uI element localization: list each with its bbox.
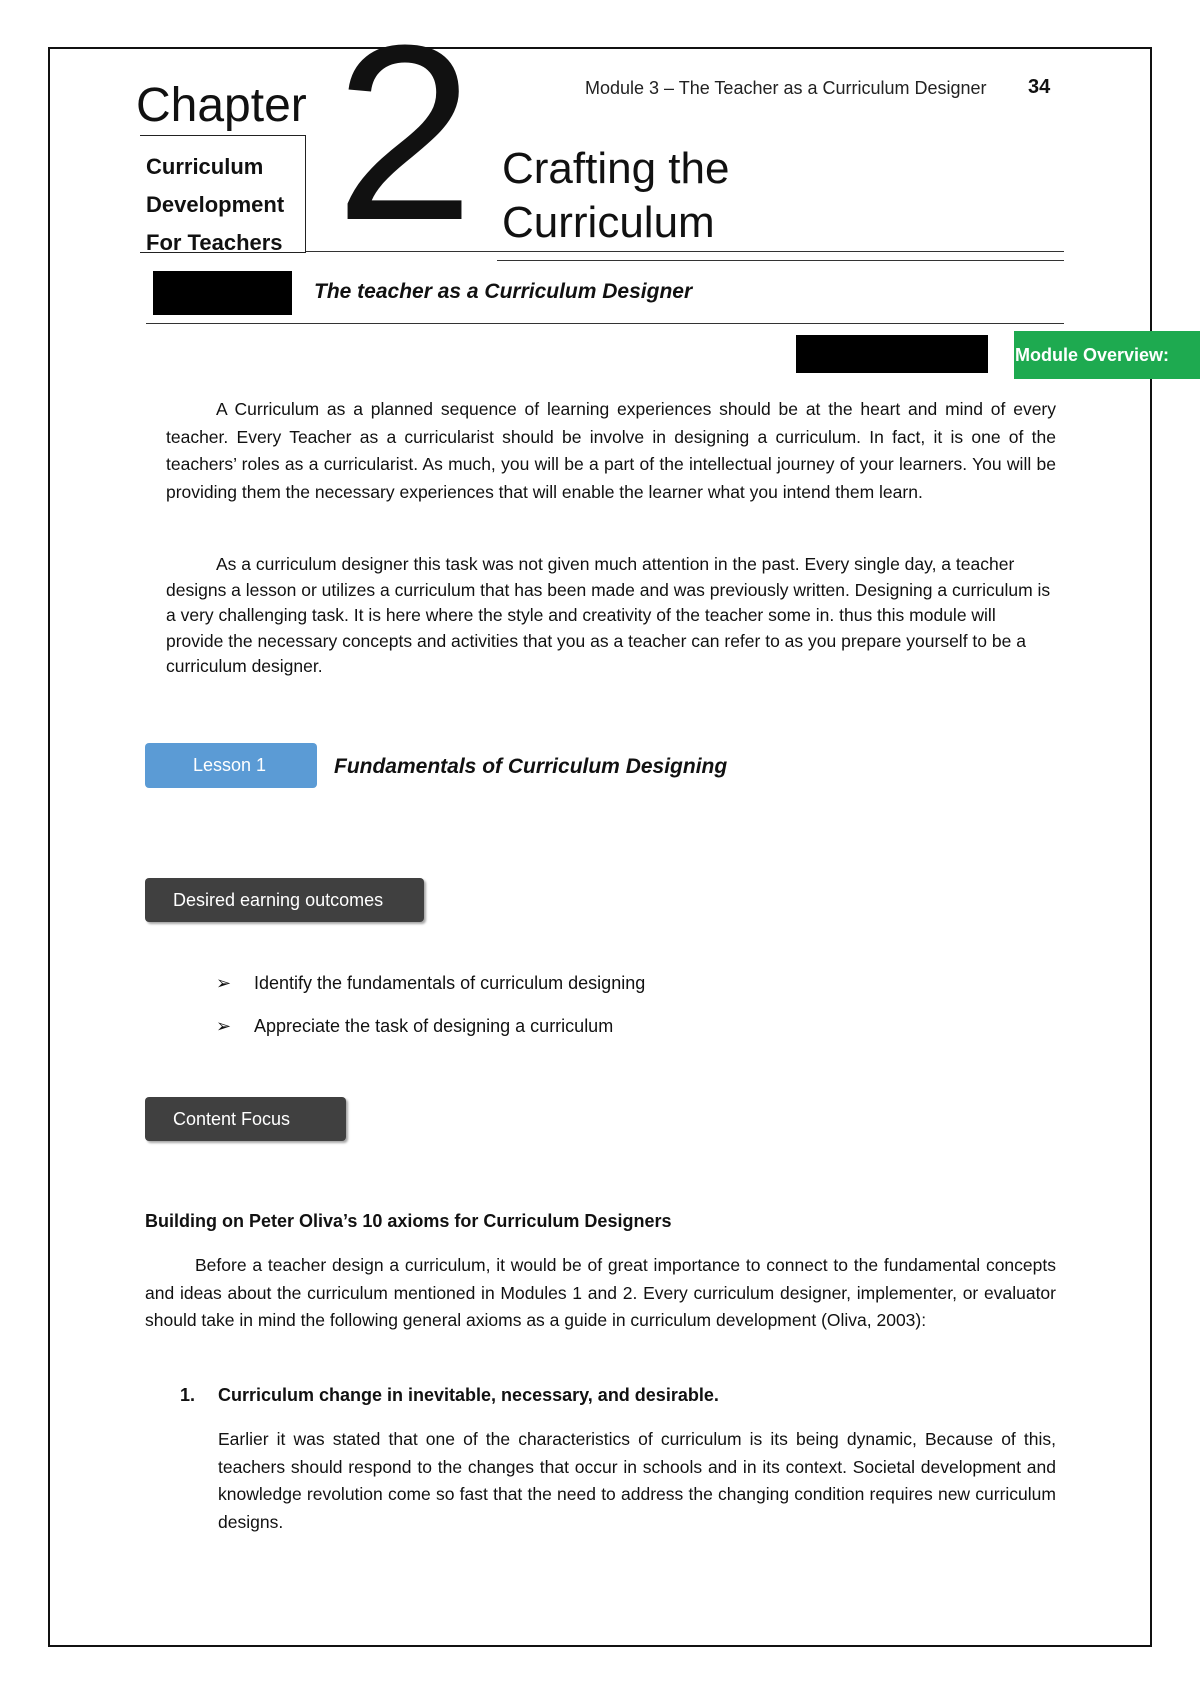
chapter-number: 2 [335,0,475,272]
outcomes-label: Desired earning outcomes [145,878,424,922]
header-rule [497,260,1064,261]
list-item [216,1016,613,1037]
section-heading: Building on Peter Oliva’s 10 axioms for Curriculum Designers [145,1211,672,1231]
lesson-label: Lesson 1 [145,743,317,788]
lesson-title: Fundamentals of Curriculum Designing [334,755,728,778]
module-overview-tag: Module Overview: [1014,331,1200,379]
list-item [216,973,645,994]
chapter-title-line: Curriculum [502,198,715,247]
content-focus-label: Content Focus [145,1097,346,1141]
subject-title [146,148,321,262]
subject-line: Curriculum [146,154,264,179]
list-item-text: Identify the fundamentals of curriculum designing [254,973,646,993]
axiom-title-text: Curriculum change in inevitable, necessary, and desirable. [218,1385,719,1405]
header-rule [306,251,1064,252]
running-head: Module 3 – The Teacher as a Curriculum Designer [585,78,987,98]
chapter-title [502,142,729,250]
chapter-label: Chapter [136,79,307,132]
overview-paragraph: A Curriculum as a planned sequence of learning experiences should be at the heart and mind of every teacher. Every Teacher as a curricularist should be involve in designing a curriculum. In fact, it is one of the teachers’ roles as a curricularist. As much, you will be a part of the intellectual journey of your learners. You will be providing them the necessary experiences that will enable the learner what you intend them learn. [166,399,1056,502]
axiom-title [180,1385,719,1406]
overview-paragraph: As a curriculum designer this task was not given much attention in the past. Every single day, a teacher designs a lesson or utilizes a curriculum that has been made and was previously written. Designing a curriculum is a very challenging task. It is here where the style and creativity of the teacher some in. thus this module will provide the necessary concepts and activities that you as a teacher can refer to as you prepare yourself to be a curriculum designer. [166,554,1051,676]
module-subtitle: The teacher as a Curriculum Designer [314,280,693,303]
page-number: 34 [1028,76,1051,98]
redaction-block [796,335,988,373]
subject-line: Development [146,192,285,217]
arrow-bullet-icon: ➢ [216,1016,232,1036]
subtitle-rule [146,323,1064,324]
chapter-title-line: Crafting the [502,144,730,193]
subject-line: For Teachers [146,230,283,255]
axiom-text: Earlier it was stated that one of the characteristics of curriculum is its being dynamic, Because of this, teachers should respond to the changes that occur in schools and in its context. Societal development and knowledge revolution come so fast that the need to address the changing condition requires new curriculum designs. [218,1429,1056,1532]
content-intro: Before a teacher design a curriculum, it would be of great importance to connect to the fundamental concepts and ideas about the curriculum mentioned in Modules 1 and 2. Every curriculum designer, implementer, or evaluator should take in mind the following general axioms as a guide in curriculum development (Oliva, 2003): [145,1255,1056,1330]
axiom-number: 1. [180,1385,196,1405]
arrow-bullet-icon: ➢ [216,973,232,993]
redaction-block [153,271,292,315]
list-item-text: Appreciate the task of designing a curriculum [254,1016,614,1036]
